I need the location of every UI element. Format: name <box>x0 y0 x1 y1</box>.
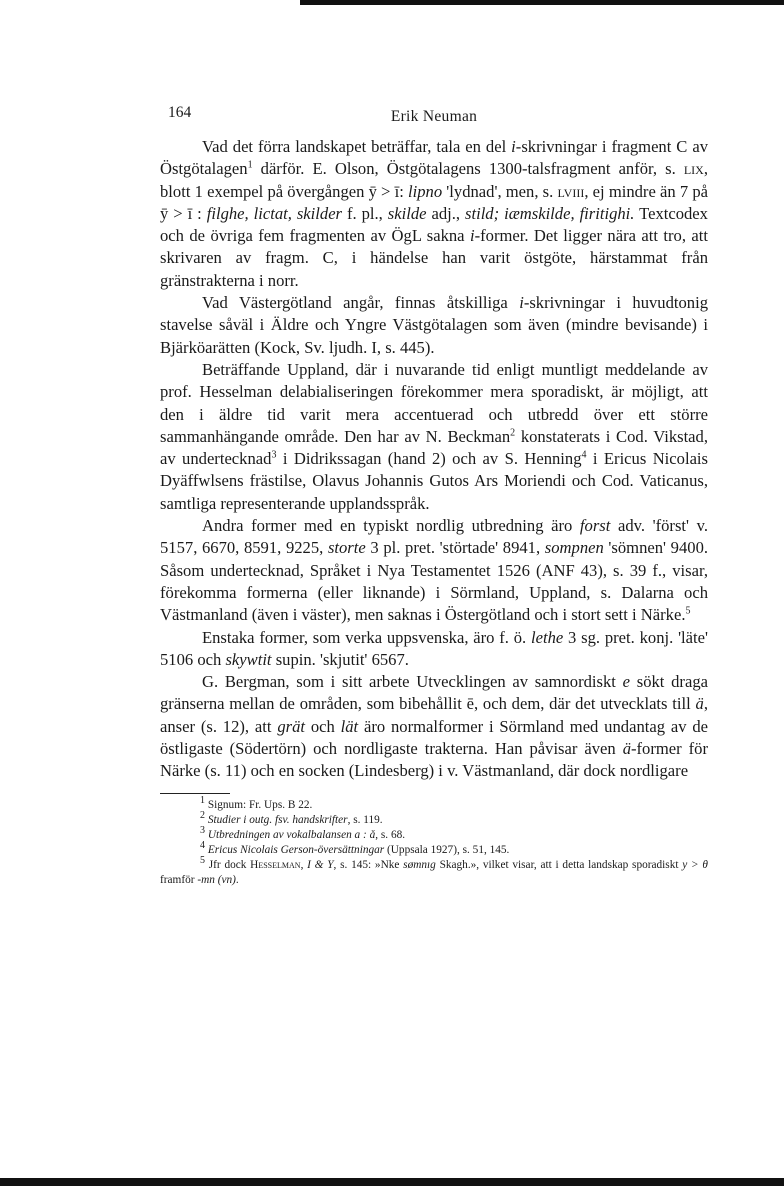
text-run: lix <box>683 159 704 179</box>
italic-text: grät <box>277 716 305 736</box>
paragraph <box>160 292 708 359</box>
italic-text: Utbredningen av vokalbalansen a : ǎ <box>207 828 376 841</box>
text-run: , <box>300 858 308 871</box>
text-run: , s. 145: »Nke <box>333 858 404 871</box>
italic-text: e <box>622 672 631 692</box>
text-run: f. pl., <box>342 203 388 223</box>
italic-text: lipno <box>408 181 443 201</box>
text-run: i Ericus Nicolais Dyäffwlsens frästilse, Olavus Johannis Gutos Ars Moriendi och Cod. Vaticanus, samtliga representerande upplandsspråk. <box>160 449 708 513</box>
text-run: adj., <box>426 203 466 223</box>
text-run: framför <box>160 873 198 886</box>
footnote-ref: 3 <box>271 449 277 461</box>
text-run: (Uppsala 1927), s. 51, 145. <box>384 843 510 856</box>
text-run: , anser (s. 12), att <box>160 694 708 736</box>
italic-text: lethe <box>531 627 564 647</box>
footnote-ref: 5 <box>685 605 691 617</box>
footnote <box>160 824 708 843</box>
text-run: lviii <box>557 181 585 201</box>
text-run: Hesselman <box>250 858 301 871</box>
footnotes <box>160 794 708 888</box>
text-run: Enstaka former, som verka uppsvenska, äro f. ö. <box>202 627 531 647</box>
text-run: . <box>235 873 239 886</box>
text-run: G. Bergman, som i sitt arbete Utvecklingen av samnordiskt <box>202 672 623 692</box>
text-run: Vad Västergötland angår, finnas åtskilliga <box>202 293 520 313</box>
italic-text: sompnen <box>544 538 604 558</box>
footnote-ref: 2 <box>510 427 516 439</box>
footnote-ref: 2 <box>200 809 205 821</box>
text-run: Skagh.», vilket visar, att i detta landskap sporadiskt <box>435 858 683 871</box>
italic-text: i <box>519 293 524 313</box>
text-run: , ej mindre än 7 på ȳ > ī : <box>160 181 708 223</box>
page-header <box>160 98 708 124</box>
paragraph <box>160 671 708 782</box>
italic-text: ä <box>695 694 704 714</box>
text-run: , s. 68. <box>375 828 406 841</box>
italic-text: y > θ <box>682 858 708 871</box>
text-run: Jfr dock <box>205 858 251 871</box>
italic-text: I & Y <box>307 858 334 871</box>
footnote-ref: 4 <box>581 449 587 461</box>
text-run: 'sömnen' 9400. Såsom undertecknad, Språket i Nya Testamentet 1526 (ANF 43), s. 39 f., visar, förekomma formerna (eller liknande) i Sörmland, Uppland, s. Dalarna och Västmanland (även i väster), men saknas i Östergötland och i stort sett i Närke. <box>160 538 709 625</box>
text-run: Andra former med en typiskt nordlig utbredning äro <box>202 516 580 536</box>
text-run: Signum: Fr. Ups. B 22. <box>205 798 313 811</box>
text-run: -skrivningar i fragment C av Östgötalagen <box>160 137 708 179</box>
running-head: Erik Neuman <box>390 108 478 125</box>
text-run: 3 pl. pret. 'störtade' 8941, <box>365 538 545 558</box>
footnote <box>160 794 708 813</box>
text-run: i Didrikssagan (hand 2) och av S. Henning <box>276 449 582 469</box>
text-run: adv. 'först' v. 5157, 6670, 8591, 9225, <box>160 516 708 558</box>
text-run: , s. 119. <box>347 813 383 826</box>
italic-text: ä <box>622 739 631 759</box>
footnote-ref: 5 <box>200 854 205 866</box>
italic-text: storte <box>327 538 366 558</box>
text-run: -former för Närke (s. 11) och en socken (Lindesberg) i v. Västmanland, där dock nordligare <box>160 739 708 781</box>
text-run: Beträffande Uppland, där i nuvarande tid enligt muntligt meddelande av prof. Hesselman delabialiseringen förekommer mera sporadiskt, är möjligt, att den i äldre tid varit mera accentuerad och utbredd över ett större sammanhängande område. Den har av N. Beckman <box>160 359 708 446</box>
text-run: supin. 'skjutit' 6567. <box>271 649 409 669</box>
italic-text: sømnıg <box>403 858 436 871</box>
paragraph <box>160 627 708 672</box>
italic-text: skywtit <box>225 649 272 669</box>
footnote <box>160 854 708 888</box>
text-run: Textcodex och de övriga fem fragmenten av ÖgL sakna <box>160 203 708 246</box>
scan-edge-bottom <box>0 1178 784 1186</box>
text-run: 'lydnad', men, s. <box>442 181 558 201</box>
text-run: och <box>305 716 341 736</box>
text-run: , blott 1 exempel på övergången ȳ > ī: <box>160 159 708 201</box>
italic-text: Studier i outg. fsv. handskrifter <box>207 813 348 826</box>
italic-text: filghe, lictat, skilder <box>206 203 343 223</box>
italic-text: Ericus Nicolais Gerson-översättningar <box>207 843 385 856</box>
text-run: sökt draga gränserna mellan de områden, som bibehållit ē, och dem, där det utvecklats till <box>160 672 708 714</box>
footnote-ref: 1 <box>200 794 205 806</box>
scan-edge-top <box>300 0 784 5</box>
italic-text: lät <box>340 716 359 736</box>
text-run: Vad det förra landskapet beträffar, tala en del <box>202 137 512 156</box>
paragraph <box>160 359 708 515</box>
italic-text: stild; iæmskilde, firitighi. <box>465 203 635 223</box>
footnote-ref: 3 <box>200 824 205 836</box>
text-run: -skrivningar i huvudtonig stavelse såväl i Äldre och Yngre Västgötalagen som även (mindre bevisande) i Bjärköarätten (Kock, Sv. ljudh. I, s. 445). <box>160 293 708 357</box>
text-run: konstaterats i Cod. Vikstad, av undertecknad <box>160 426 708 469</box>
footnote <box>160 839 708 858</box>
paragraph <box>160 136 708 292</box>
text-run: äro normalformer i Sörmland med undantag av de östligaste (Södertörn) och nordligaste trakterna. Han påvisar även <box>160 716 708 759</box>
italic-text: skilde <box>387 203 427 223</box>
footnote <box>160 809 708 828</box>
paragraph <box>160 515 708 626</box>
page <box>160 98 708 888</box>
text-run: -former. Det ligger nära att tro, att skrivaren av fragm. C, i händelse han varit östgöte, härstammat från gränstrakterna i norr. <box>160 226 708 290</box>
text-run: därför. E. Olson, Östgötalagens 1300-talsfragment anför, s. <box>252 159 684 179</box>
page-number: 164 <box>168 104 192 121</box>
body-text <box>160 136 708 783</box>
italic-text: -mn (vn) <box>197 873 236 886</box>
italic-text: i <box>469 226 475 246</box>
italic-text: forst <box>579 516 611 536</box>
footnote-rule <box>160 793 230 794</box>
text-run: 3 sg. pret. konj. 'läte' 5106 och <box>160 627 708 669</box>
italic-text: i <box>511 137 516 156</box>
footnote-ref: 4 <box>200 839 205 851</box>
footnote-ref: 1 <box>247 159 253 171</box>
